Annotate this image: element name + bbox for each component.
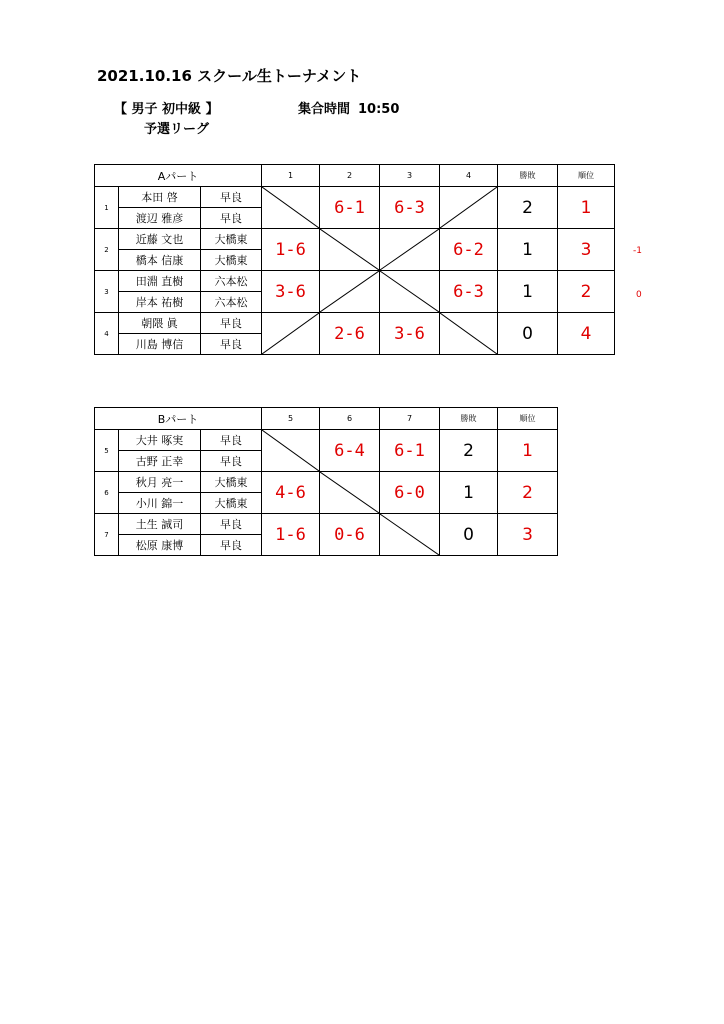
self-match-cell — [320, 472, 380, 514]
match-score: 6-3 — [440, 271, 498, 313]
team-name: 大橋東 — [201, 250, 262, 271]
col-header: 5 — [262, 408, 320, 430]
self-match-cell — [380, 271, 440, 313]
win-count: 2 — [498, 187, 558, 229]
entry-number: 6 — [95, 472, 119, 514]
crossed-cell — [380, 229, 440, 271]
win-count: 0 — [498, 313, 558, 355]
gather-time — [298, 98, 399, 117]
self-match-cell — [380, 514, 440, 556]
wins-header: 勝敗 — [440, 408, 498, 430]
col-header: 6 — [320, 408, 380, 430]
table-row — [95, 229, 615, 250]
self-match-cell — [262, 430, 320, 472]
player-name: 松原 康博 — [119, 535, 201, 556]
team-name: 六本松 — [201, 271, 262, 292]
team-name: 早良 — [201, 451, 262, 472]
win-count: 1 — [498, 229, 558, 271]
crossed-cell — [440, 187, 498, 229]
team-name: 早良 — [201, 514, 262, 535]
team-name: 大橋東 — [201, 472, 262, 493]
table-row — [95, 472, 558, 493]
entry-number: 2 — [95, 229, 119, 271]
self-match-cell — [440, 313, 498, 355]
team-name: 早良 — [201, 187, 262, 208]
player-name: 渡辺 雅彦 — [119, 208, 201, 229]
match-score: 1-6 — [262, 514, 320, 556]
entry-number: 4 — [95, 313, 119, 355]
team-name: 大橋東 — [201, 229, 262, 250]
rank-value: 2 — [558, 271, 615, 313]
col-header: 1 — [262, 165, 320, 187]
match-score: 6-1 — [320, 187, 380, 229]
match-score: 0-6 — [320, 514, 380, 556]
league-table-a — [94, 164, 615, 355]
team-name: 早良 — [201, 208, 262, 229]
rank-header: 順位 — [558, 165, 615, 187]
team-name: 早良 — [201, 313, 262, 334]
table-row — [95, 271, 615, 292]
match-score: 6-4 — [320, 430, 380, 472]
win-count: 1 — [498, 271, 558, 313]
rank-value: 1 — [498, 430, 558, 472]
rank-value: 4 — [558, 313, 615, 355]
team-name: 六本松 — [201, 292, 262, 313]
match-score: 3-6 — [262, 271, 320, 313]
player-name: 土生 誠司 — [119, 514, 201, 535]
self-match-cell — [320, 229, 380, 271]
player-name: 本田 啓 — [119, 187, 201, 208]
team-name: 早良 — [201, 535, 262, 556]
side-note: 0 — [636, 290, 642, 300]
wins-header: 勝敗 — [498, 165, 558, 187]
gather-time-value: 10:50 — [358, 102, 400, 117]
match-score: 3-6 — [380, 313, 440, 355]
table-row — [95, 514, 558, 535]
rank-value: 3 — [558, 229, 615, 271]
match-score: 2-6 — [320, 313, 380, 355]
rank-header: 順位 — [498, 408, 558, 430]
phase-label: 予選リーグ — [144, 122, 210, 137]
header-row — [95, 165, 615, 187]
table-row — [95, 187, 615, 208]
player-name: 川島 博信 — [119, 334, 201, 355]
crossed-cell — [320, 271, 380, 313]
league-table-b — [94, 407, 558, 556]
win-count: 1 — [440, 472, 498, 514]
match-score: 4-6 — [262, 472, 320, 514]
rank-value: 1 — [558, 187, 615, 229]
col-header: 2 — [320, 165, 380, 187]
team-name: 早良 — [201, 430, 262, 451]
player-name: 小川 錦一 — [119, 493, 201, 514]
table-row — [95, 430, 558, 451]
player-name: 岸本 祐樹 — [119, 292, 201, 313]
part-label: Aパート — [95, 165, 262, 187]
page-title: 2021.10.16 スクール生トーナメント — [97, 67, 362, 85]
table-row — [95, 313, 615, 334]
header-row — [95, 408, 558, 430]
player-name: 橋本 信康 — [119, 250, 201, 271]
col-header: 7 — [380, 408, 440, 430]
entry-number: 3 — [95, 271, 119, 313]
player-name: 古野 正幸 — [119, 451, 201, 472]
crossed-cell — [262, 313, 320, 355]
rank-value: 2 — [498, 472, 558, 514]
part-label: Bパート — [95, 408, 262, 430]
category-label: 【 男子 初中級 】 — [114, 102, 219, 117]
player-name: 秋月 亮一 — [119, 472, 201, 493]
entry-number: 7 — [95, 514, 119, 556]
player-name: 朝隈 眞 — [119, 313, 201, 334]
side-note: -1 — [633, 246, 642, 256]
col-header: 3 — [380, 165, 440, 187]
match-score: 1-6 — [262, 229, 320, 271]
entry-number: 1 — [95, 187, 119, 229]
self-match-cell — [262, 187, 320, 229]
team-name: 早良 — [201, 334, 262, 355]
gather-label: 集合時間 — [298, 102, 351, 117]
win-count: 0 — [440, 514, 498, 556]
match-score: 6-3 — [380, 187, 440, 229]
team-name: 大橋東 — [201, 493, 262, 514]
match-score: 6-0 — [380, 472, 440, 514]
player-name: 田淵 直樹 — [119, 271, 201, 292]
player-name: 大井 啄実 — [119, 430, 201, 451]
player-name: 近藤 文也 — [119, 229, 201, 250]
rank-value: 3 — [498, 514, 558, 556]
entry-number: 5 — [95, 430, 119, 472]
match-score: 6-2 — [440, 229, 498, 271]
match-score: 6-1 — [380, 430, 440, 472]
win-count: 2 — [440, 430, 498, 472]
col-header: 4 — [440, 165, 498, 187]
